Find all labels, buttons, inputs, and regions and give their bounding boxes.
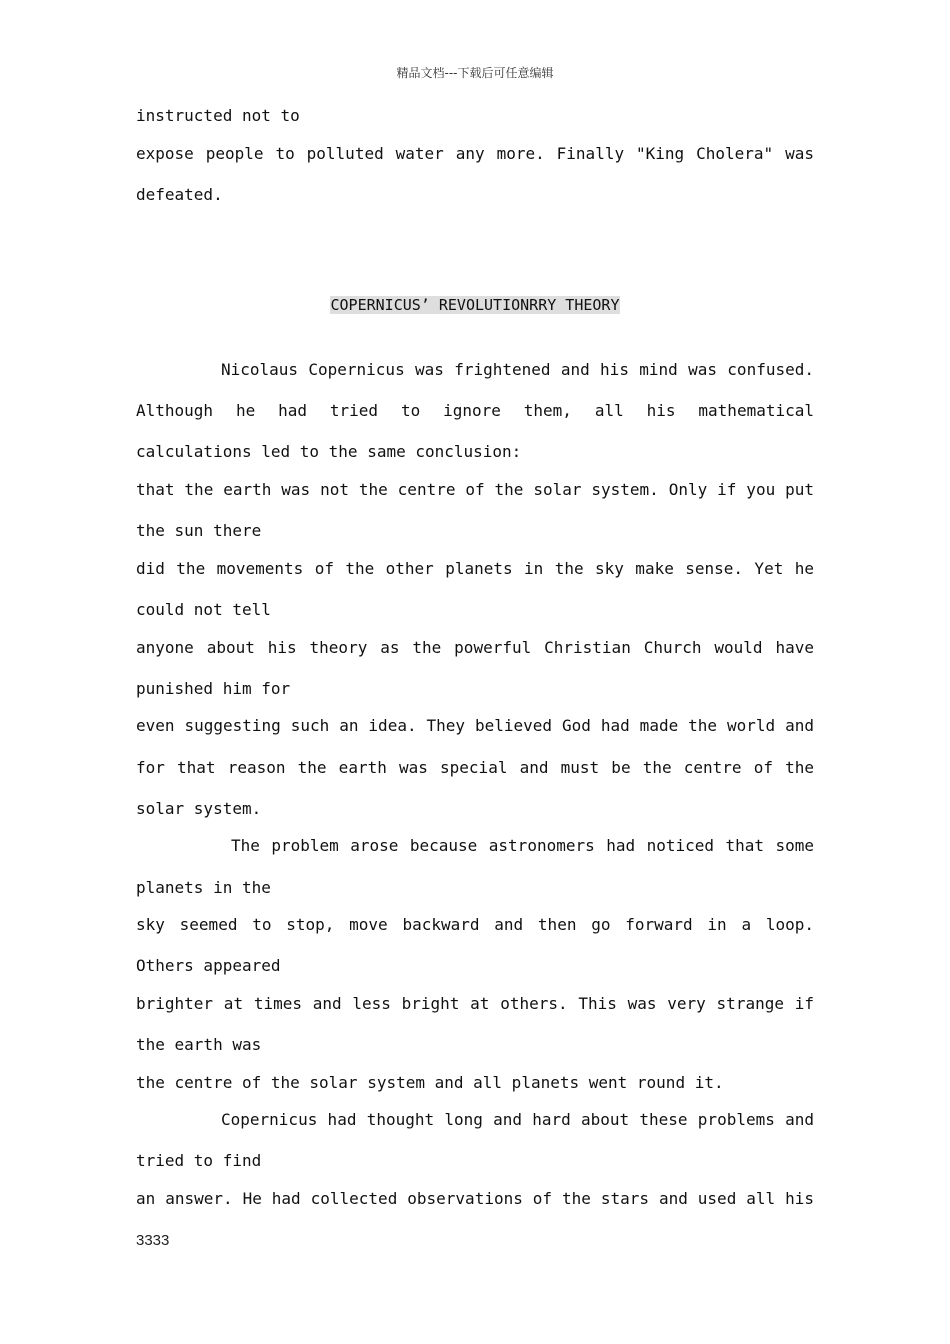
text-line: did the movements of the other planets in the sky make sense. Yet he bbox=[136, 559, 814, 578]
text-line: even suggesting such an idea. They believed God had made the world and bbox=[136, 716, 814, 735]
text-line: instructed not to bbox=[136, 106, 300, 125]
text-line: the centre of the solar system and all planets went round it. bbox=[136, 1073, 724, 1092]
text-line: could not tell bbox=[136, 600, 271, 619]
paragraph-first-line: Nicolaus Copernicus was frightened and his mind was confused. bbox=[221, 360, 814, 379]
text-line: expose people to polluted water any more. Finally "King Cholera" was bbox=[136, 144, 814, 163]
text-line: the sun there bbox=[136, 521, 262, 540]
text-line: punished him for bbox=[136, 679, 291, 698]
text-line: sky seemed to stop, move backward and then go forward in a loop. bbox=[136, 915, 814, 934]
text-line: anyone about his theory as the powerful Christian Church would have bbox=[136, 638, 814, 657]
text-line: Others appeared bbox=[136, 956, 281, 975]
page-number: 3333 bbox=[136, 1232, 170, 1249]
text-line: the earth was bbox=[136, 1035, 262, 1054]
text-line: that the earth was not the centre of the solar system. Only if you put bbox=[136, 480, 814, 499]
page-header: 精品文档---下载后可任意编辑 bbox=[396, 66, 554, 80]
text-line: calculations led to the same conclusion: bbox=[136, 442, 522, 461]
section-title bbox=[0, 294, 950, 316]
text-line: an answer. He had collected observations of the stars and used all his bbox=[136, 1189, 814, 1208]
text-line: solar system. bbox=[136, 799, 262, 818]
text-line: tried to find bbox=[136, 1151, 262, 1170]
text-line: planets in the bbox=[136, 878, 271, 897]
text-line: defeated. bbox=[136, 185, 223, 204]
paragraph-first-line: The problem arose because astronomers had noticed that some bbox=[231, 836, 814, 855]
text-line: brighter at times and less bright at others. This was very strange if bbox=[136, 994, 814, 1013]
paragraph-first-line: Copernicus had thought long and hard about these problems and bbox=[221, 1110, 814, 1129]
text-line: Although he had tried to ignore them, all his mathematical bbox=[136, 401, 814, 420]
section-title-text: COPERNICUS’ REVOLUTIONRRY THEORY bbox=[330, 296, 620, 314]
text-line: for that reason the earth was special and must be the centre of the bbox=[136, 758, 814, 777]
